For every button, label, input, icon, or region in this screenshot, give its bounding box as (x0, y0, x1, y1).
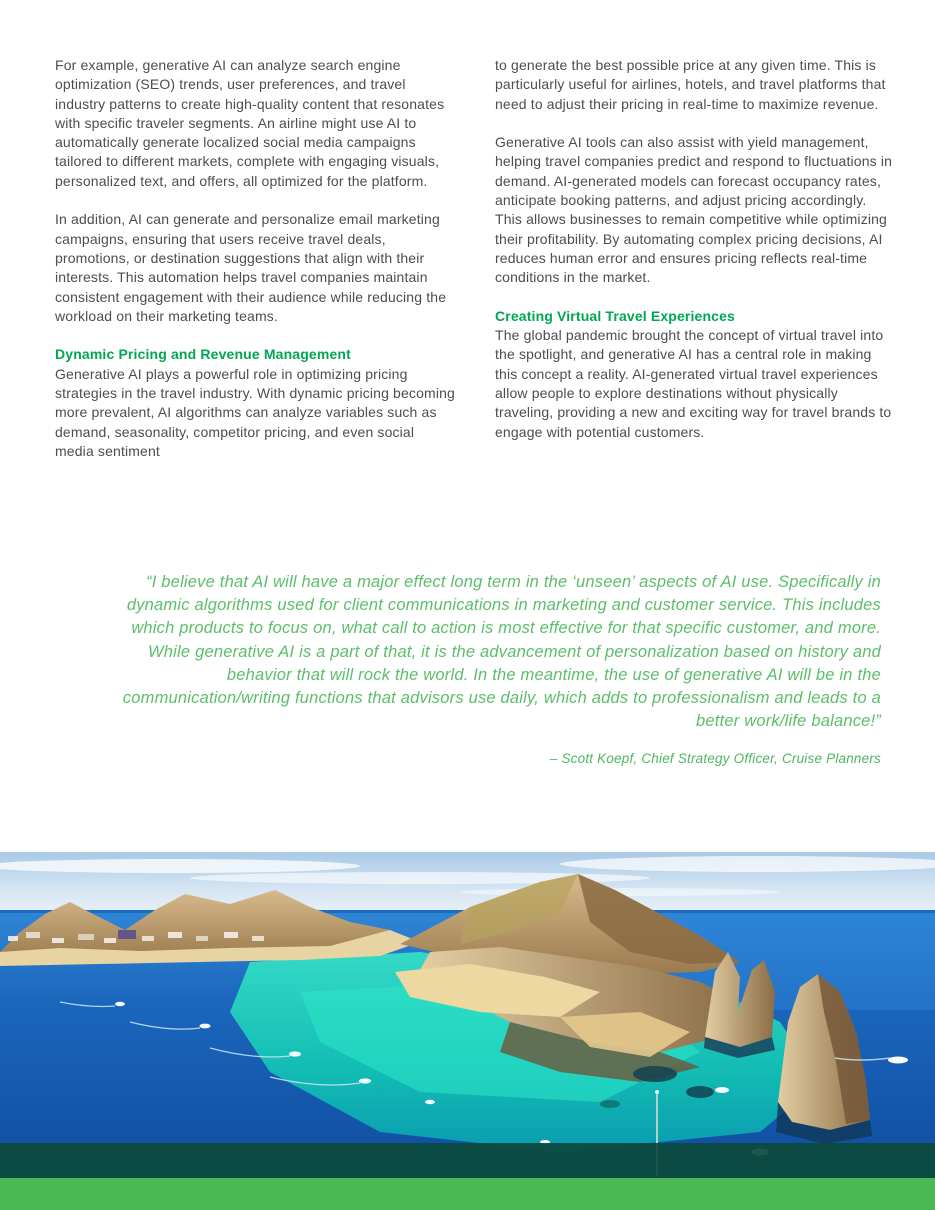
paragraph: to generate the best possible price at any given time. This is particularly useful for airlines, hotels, and travel platforms that need to adjust their pricing in real-time to maximize revenue. (495, 57, 886, 112)
paragraph: The global pandemic brought the concept of virtual travel into the spotlight, and generative AI has a central role in making this concept a reality. AI-generated virtual travel experiences allow people to explore destinations without physically traveling, providing a new and exciting way for travel brands to engage with potential customers. (495, 327, 892, 440)
section-heading-virtual-travel: Creating Virtual Travel Experiences (495, 307, 735, 324)
destination-photo-cabo-san-lucas (0, 852, 935, 1178)
pull-quote: “I believe that AI will have a major effect long term in the ‘unseen’ aspects of AI use. Specifically in dynamic algorithms used for client communications in marketing and customer service. This includes which products to focus on, what call to action is most effective for that specific customer, and more. While generative AI is a part of that, it is the advancement of personalization based on history and behavior that will rock the world. In the meantime, the use of generative AI will be in the communication/writing functions that advisors use daily, which adds to professionalism and leads to a better work/life balance!” (122, 573, 881, 731)
quote-attribution: – Scott Koepf, Chief Strategy Officer, Cruise Planners (549, 751, 881, 766)
footer-accent-bar (0, 1178, 935, 1210)
right-column (495, 56, 897, 461)
paragraph: Generative AI tools can also assist with yield management, helping travel companies predict and respond to fluctuations in demand. AI-generated models can forecast occupancy rates, anticipate booking patterns, and adjust pricing accordingly. This allows businesses to remain competitive while optimizing their profitability. By automating complex pricing decisions, AI reduces human error and ensures pricing reflects real-time conditions in the market. (495, 134, 893, 286)
paragraph: For example, generative AI can analyze search engine optimization (SEO) trends, user preferences, and travel industry patterns to create high-quality content that resonates with specific traveler segments. An airline might use AI to automatically generate localized social media campaigns tailored to different markets, complete with engaging visuals, personalized text, and offers, all optimized for the platform. (55, 57, 445, 189)
left-column (55, 56, 457, 481)
section-heading-dynamic-pricing: Dynamic Pricing and Revenue Management (55, 346, 351, 363)
paragraph: In addition, AI can generate and personalize email marketing campaigns, ensuring that users receive travel deals, promotions, or destination suggestions that align with their interests. This automation helps travel companies maintain consistent engagement with their audience while reducing the workload on their marketing teams. (55, 211, 447, 324)
paragraph: Generative AI plays a powerful role in optimizing pricing strategies in the travel industry. With dynamic pricing becoming more prevalent, AI algorithms can analyze variables such as demand, seasonality, competitor pricing, and even social media sentiment (55, 365, 455, 459)
